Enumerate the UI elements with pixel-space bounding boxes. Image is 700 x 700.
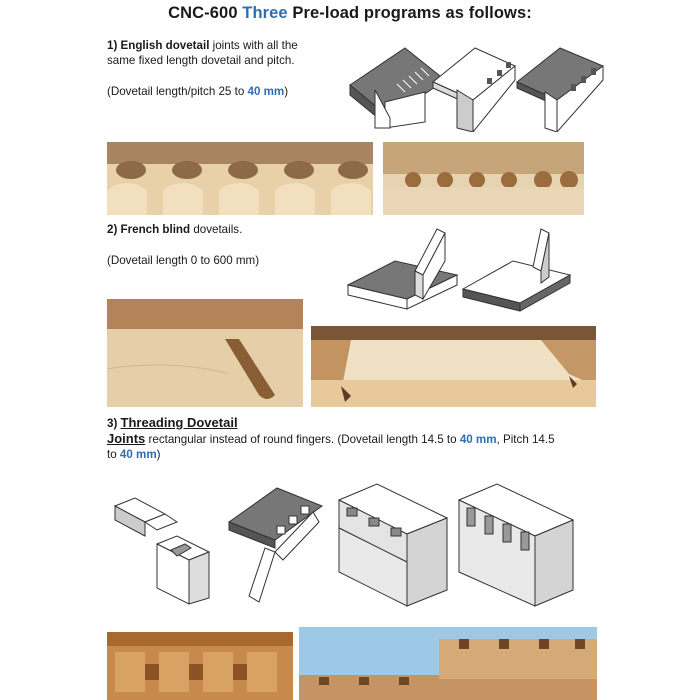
photo-english-dovetail-side [383, 142, 584, 215]
french-blind-diagrams [345, 225, 575, 317]
diagram-french-joined [348, 229, 457, 309]
photo-french-blind-close [107, 299, 303, 407]
threading-dovetail-diagrams [107, 478, 587, 610]
diagram-english-tails [433, 48, 515, 132]
english-dovetail-diagrams [345, 40, 607, 132]
page-title: CNC-600 Three Pre-load programs as follows: [168, 4, 532, 22]
section1-description: 1) English dovetail joints with all the same fixed length dovetail and pitch. (Dovetail length/pitch 25 to 40 mm) [107, 39, 298, 98]
diagram-threading-angled [229, 488, 322, 602]
section3-description: 3) Threading Dovetail Joints rectangular instead of round fingers. (Dovetail length 14.5 to 40 mm, Pitch 14.5 to 40 mm) [107, 415, 555, 461]
diagram-threading-assembled [459, 484, 573, 606]
photo-threading-dovetail-side [299, 627, 597, 700]
section2-description: 2) French blind dovetails. (Dovetail length 0 to 600 mm) [107, 223, 260, 267]
photo-threading-dovetail-front [107, 632, 293, 700]
diagram-threading-block [115, 498, 209, 604]
diagram-english-pins [517, 48, 603, 132]
diagram-threading-pins [339, 484, 447, 606]
diagram-french-separated [463, 229, 570, 311]
photo-french-blind-joint [311, 326, 596, 407]
photo-english-dovetail-front [107, 142, 373, 215]
diagram-english-joined [350, 48, 445, 128]
